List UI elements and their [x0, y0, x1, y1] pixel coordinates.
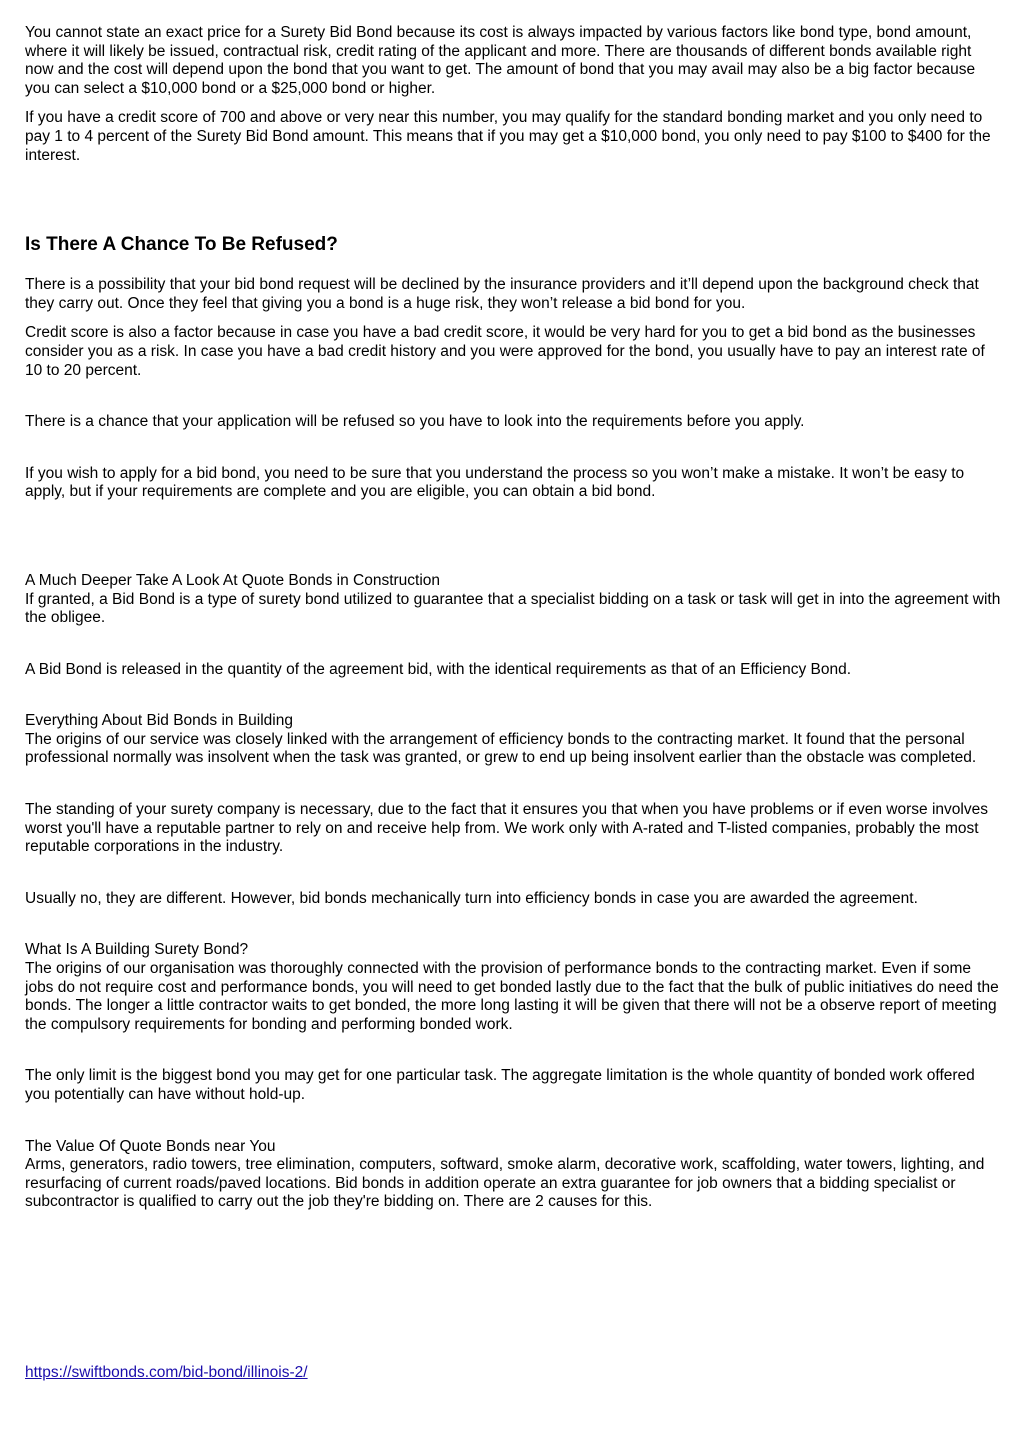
paragraph: There is a possibility that your bid bond request will be declined by the insurance providers and it’ll depend upon the background check that they carry out. Once they feel that giving you a bond is a huge risk, they won’t release a bid bond for you. [25, 276, 979, 312]
section-title: What Is A Building Surety Bond? [25, 941, 249, 959]
article-section [25, 712, 1003, 768]
paragraph: The standing of your surety company is necessary, due to the fact that it ensures you that when you have problems or if even worse involves worst you'll have a reputable partner to rely on and receive help from. We work only with A-rated and T-listed companies, probably the most reputable corporations in the industry. [25, 801, 988, 856]
article-section [25, 572, 1003, 628]
section-title: The Value Of Quote Bonds near You [25, 1137, 276, 1155]
paragraph: If granted, a Bid Bond is a type of surety bond utilized to guarantee that a specialist bidding on a task or task will get in into the agreement with the obligee. [25, 590, 1001, 627]
paragraph: Usually no, they are different. However, bid bonds mechanically turn into efficiency bonds in case you are awarded the agreement. [25, 889, 918, 907]
section-heading: Is There A Chance To Be Refused? [25, 234, 338, 256]
article-section [25, 941, 1003, 1034]
section-title: Everything About Bid Bonds in Building [25, 712, 293, 730]
paragraph: There is a chance that your application will be refused so you have to look into the requirements before you apply. [25, 413, 805, 431]
paragraph: Arms, generators, radio towers, tree elimination, computers, softward, smoke alarm, decorative work, scaffolding, water towers, lighting, and resurfacing of current roads/paved locations. Bid bonds in addition operate an extra guarantee for job owners that a bidding specialist or subcontractor is qualified to carry out the job they're bidding on. There are 2 causes for this. [25, 1156, 985, 1211]
paragraph: The only limit is the biggest bond you may get for one particular task. The aggregate limitation is the whole quantity of bonded work offered you potentially can have without hold-up. [25, 1067, 975, 1103]
paragraph: The origins of our service was closely linked with the arrangement of efficiency bonds to the contracting market. It found that the personal professional normally was insolvent when the task was granted, or grew to end up being insolvent earlier than the obstacle was completed. [25, 730, 977, 767]
article-section [25, 1138, 1003, 1212]
paragraph: Credit score is also a factor because in case you have a bad credit score, it would be very hard for you to get a bid bond as the businesses consider you as a risk. In case you have a bad credit history and you were approved for the bond, you usually have to pay an interest rate of 10 to 20 percent. [25, 324, 985, 379]
paragraph: The origins of our organisation was thoroughly connected with the provision of performance bonds to the contracting market. Even if some jobs do not require cost and performance bonds, you will need to get bonded lastly due to the fact that the bulk of public initiatives do need the bonds. The longer a little contractor waits to get bonded, the more long lasting it will be given that there will not be a observe report of meeting the compulsory requirements for bonding and performing bonded work. [25, 960, 999, 1033]
document-body [25, 24, 1003, 1212]
source-link[interactable]: https://swiftbonds.com/bid-bond/illinois-2/ [25, 1364, 308, 1381]
paragraph: A Bid Bond is released in the quantity of the agreement bid, with the identical requirements as that of an Efficiency Bond. [25, 660, 852, 678]
paragraph: If you wish to apply for a bid bond, you need to be sure that you understand the process so you won’t make a mistake. It won’t be easy to apply, but if your requirements are complete and you are eligible, you can obtain a bid bond. [25, 464, 965, 501]
section-title: A Much Deeper Take A Look At Quote Bonds in Construction [25, 571, 441, 589]
paragraph: If you have a credit score of 700 and above or very near this number, you may qualify for the standard bonding market and you only need to pay 1 to 4 percent of the Surety Bid Bond amount. This means that if you may get a $10,000 bond, you only need to pay $100 to $400 for the interest. [25, 109, 991, 164]
paragraph: You cannot state an exact price for a Surety Bid Bond because its cost is always impacted by various factors like bond type, bond amount, where it will likely be issued, contractual risk, credit rating of the applicant and more. There are thousands of different bonds available right now and the cost will depend upon the bond that you want to get. The amount of bond that you may avail may also be a big factor because you can select a $10,000 bond or a $25,000 bond or higher. [25, 24, 976, 97]
